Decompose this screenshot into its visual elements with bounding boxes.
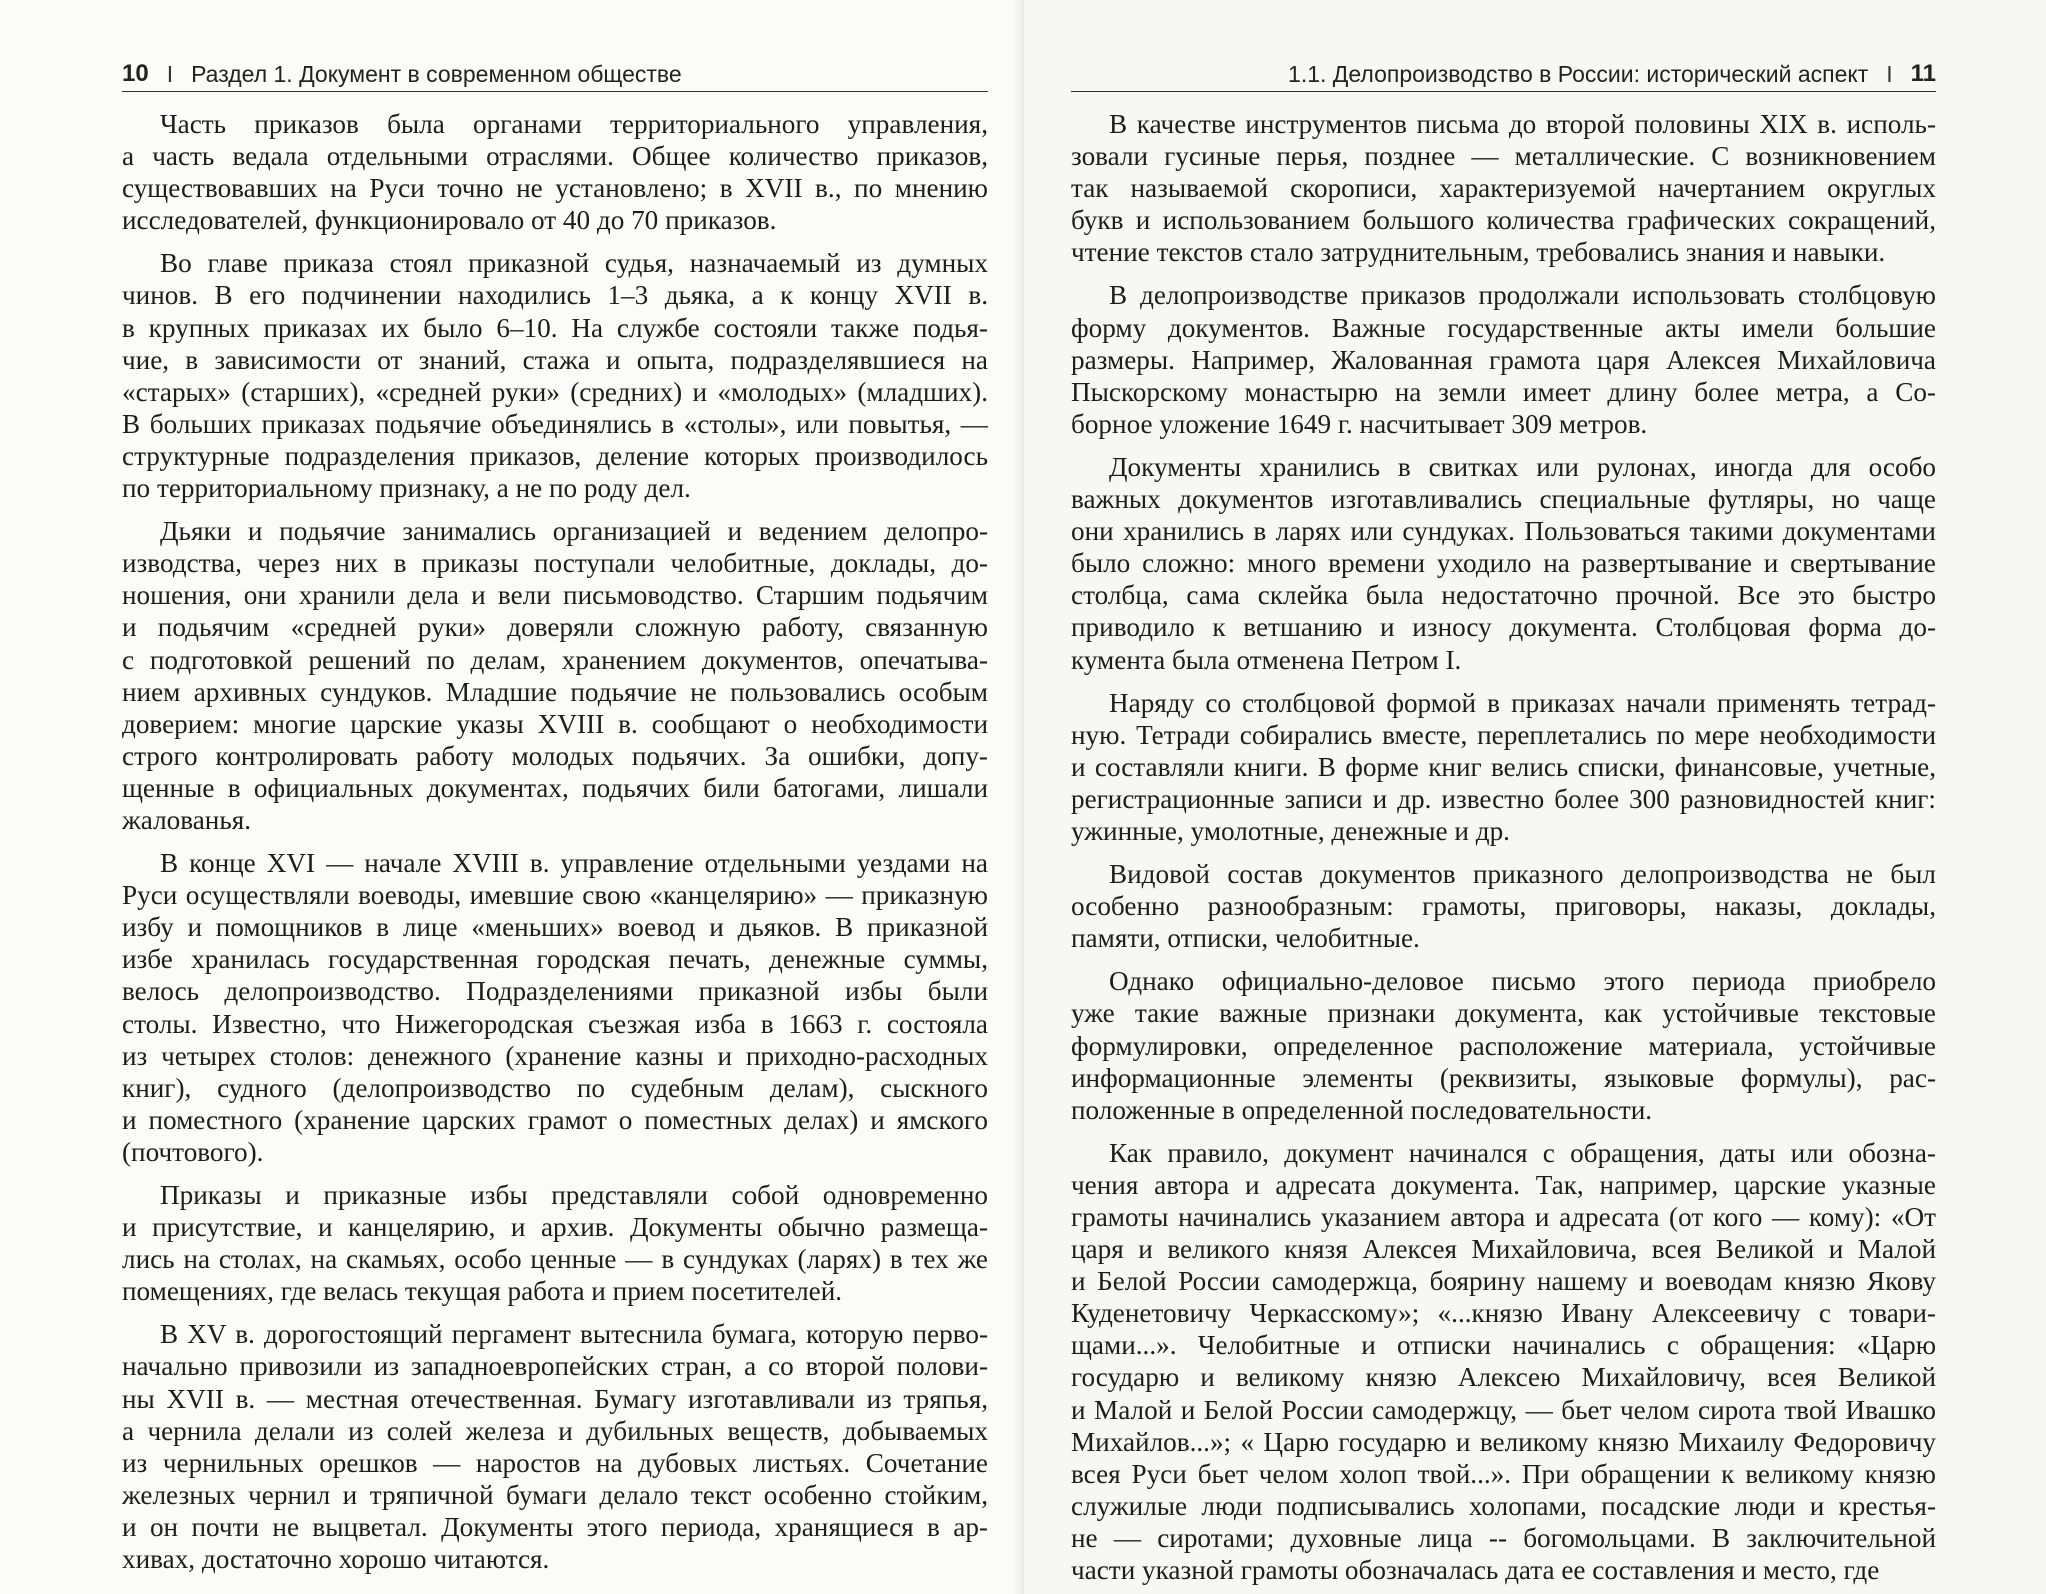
text-line: избу и помощников в лице «меньших» воевод и дьяков. В приказной	[122, 912, 988, 943]
paragraph-gap	[1071, 268, 1936, 279]
text-line: столы. Известно, что Нижегородская съезжая изба в 1663 г. состояла	[122, 1008, 988, 1039]
text-line: из четырех столов: денежного (хранение казны и приходно-расходных	[122, 1040, 988, 1071]
text-line: В качестве инструментов письма до второй половины XIX в. исполь-	[1109, 109, 1936, 139]
text-line: а чернила делали из солей железа и дубильных веществ, добываемых	[122, 1415, 988, 1446]
text-line: (почтового).	[122, 1136, 264, 1167]
text-line: и подьячим «средней руки» доверяли сложную работу, связанную	[122, 612, 988, 643]
right-header-rule	[1071, 91, 1936, 92]
text-line: информационные элементы (реквизиты, языковые формулы), рас-	[1071, 1062, 1936, 1093]
text-line: размеры. Например, Жалованная грамота царя Алексея Михайловича	[1071, 344, 1936, 375]
text-line: по территориальному признаку, а не по роду дел.	[122, 473, 691, 504]
text-line: строго контролировать работу молодых подьячих. За ошибки, допу-	[122, 740, 988, 771]
paragraph-gap	[122, 1307, 988, 1318]
text-line: уже такие важные признаки документа, как устойчивые текстовые	[1071, 998, 1936, 1029]
text-line: так называемой скорописи, характеризуемой начертанием округлых	[1071, 173, 1936, 204]
left-header-separator: I	[166, 60, 174, 87]
right-running-head	[1071, 56, 1936, 92]
text-line: букв и использованием большого количества графических сокращений,	[1071, 205, 1936, 236]
text-line: структурные подразделения приказов, деление которых производилось	[122, 440, 988, 471]
text-line: памяти, отписки, челобитные.	[1071, 923, 1420, 954]
text-line: форму документов. Важные государственные акты имели большие	[1071, 312, 1936, 343]
text-line: было сложно: много времени уходило на развертывание и свертывание	[1071, 548, 1936, 579]
text-line: жалованья.	[122, 804, 252, 835]
text-line: они хранились в ларях или сундуках. Пользоваться такими документами	[1071, 516, 1936, 547]
text-line: чения автора и адресата документа. Так, например, царские указные	[1071, 1169, 1936, 1200]
text-line: приводило к ветшанию и износу документа. Столбцовая форма до-	[1071, 612, 1936, 643]
paragraph-gap	[122, 1168, 988, 1179]
text-line: Михайлов...»; « Царю государю и великому князю Михаилу Федоровичу	[1071, 1426, 1936, 1457]
text-line: из чернильных орешков — наростов на дубовых листьях. Сочетание	[122, 1447, 988, 1478]
text-line: чие, в зависимости от знаний, стажа и опыта, подразделявшиеся на	[122, 344, 988, 375]
paragraph-gap	[1071, 440, 1936, 451]
text-line: Видовой состав документов приказного делопроизводства не был	[1109, 859, 1936, 890]
paragraph-gap	[1071, 954, 1936, 965]
text-line: особенно разнообразным: грамоты, приговоры, наказы, доклады,	[1071, 891, 1936, 922]
right-body-text	[1071, 108, 1936, 1586]
text-line: исследователей, функционировало от 40 до 70 приказов.	[122, 205, 777, 236]
text-line: зовали гусиные перья, позднее — металлические. С возникновением	[1071, 141, 1936, 172]
text-line: щенные в официальных документах, подьячих били батогами, лишали	[122, 772, 988, 803]
text-line: Пыскорскому монастырю на земли имеет длину более метра, а Со-	[1071, 376, 1936, 407]
text-line: начально привозили из западноевропейских стран, а со второй полови-	[122, 1351, 988, 1382]
right-page	[1024, 0, 2046, 1594]
text-line: важных документов изготавливались специальные футляры, но чаще	[1071, 484, 1936, 515]
text-line: Во главе приказа стоял приказной судья, назначаемый из думных	[160, 248, 988, 279]
text-line: чинов. В его подчинении находились 1–3 дьяка, а к концу XVII в.	[122, 280, 988, 311]
left-page-number: 10	[122, 60, 149, 87]
text-line: ную. Тетради собирались вместе, переплетались по мере необходимости	[1071, 719, 1936, 750]
text-line: В конце XVI — начале XVIII в. управление отдельными уездами на	[160, 848, 988, 879]
text-line: и составляли книги. В форме книг велись списки, финансовые, учетные,	[1071, 751, 1936, 782]
text-line: Руси осуществляли воеводы, имевшие свою «канцелярию» — приказную	[122, 880, 988, 911]
left-page	[0, 0, 1022, 1594]
left-running-head	[122, 56, 988, 92]
right-header-separator: I	[1886, 60, 1893, 87]
text-line: и он почти не выцветал. Документы этого периода, хранящиеся в ар-	[122, 1511, 988, 1542]
text-line: с подготовкой решений по делам, хранением документов, опечатыва-	[122, 644, 988, 675]
text-line: в крупных приказах их было 6–10. На службе состояли также подья-	[122, 312, 988, 343]
text-line: и Малой и Белой России самодержцу, — бьет челом сирота твой Ивашко	[1071, 1394, 1936, 1425]
text-line: а часть ведала отдельными отраслями. Общее количество приказов,	[122, 141, 988, 172]
text-line: государю и великому князю Алексею Михайловичу, всея Великой	[1071, 1362, 1936, 1393]
text-line: Приказы и приказные избы представляли собой одновременно	[160, 1180, 988, 1210]
text-line: и Белой России самодержца, боярину нашему и воеводам князю Якову	[1071, 1266, 1936, 1297]
text-line: существовавших на Руси точно не установлено; в XVII в., по мнению	[122, 173, 988, 204]
text-line: Документы хранились в свитках или рулонах, иногда для особо	[1109, 451, 1936, 482]
text-line: Куденетовичу Черкасскому»; «...князю Ивану Алексеевичу с товари-	[1071, 1298, 1936, 1329]
text-line: В делопроизводстве приказов продолжали использовать столбцовую	[1109, 280, 1936, 311]
text-line: не — сиротами; духовные лица -- богомольцами. В заключительной	[1071, 1522, 1936, 1553]
text-line: книг), судного (делопроизводство по судебным делам), сыскного	[122, 1072, 988, 1103]
text-line: В больших приказах подьячие объединялись в «столы», или повытья, —	[122, 408, 988, 439]
left-body-text	[122, 108, 988, 1575]
right-header-title: 1.1. Делопроизводство в России: исторический аспект	[1288, 60, 1869, 87]
left-header-rule	[122, 91, 988, 92]
text-line: лись на столах, на скамьях, особо ценные — в сундуках (ларях) в тех же	[122, 1244, 988, 1275]
text-line: щами...». Челобитные и отписки начинались с обращения: «Царю	[1071, 1330, 1936, 1361]
left-header-title: Раздел 1. Документ в современном обществе	[191, 60, 682, 87]
text-line: служилые люди подписывались холопами, посадские люди и крестья-	[1071, 1490, 1936, 1521]
text-line: Дьяки и подьячие занимались организацией и ведением делопро-	[160, 516, 988, 547]
text-line: положенные в определенной последовательности.	[1071, 1094, 1653, 1125]
text-line: борное уложение 1649 г. насчитывает 309 метров.	[1071, 408, 1648, 439]
text-line: и присутствие, и канцелярию, и архив. Документы обычно размеща-	[122, 1212, 988, 1243]
paragraph-gap	[122, 836, 988, 847]
text-line: грамоты начинались указанием автора и адресата (от кого — кому): «От	[1071, 1202, 1936, 1232]
text-line: ны XVII в. — местная отечественная. Бумагу изготавливали из тряпья,	[122, 1383, 988, 1414]
text-line: всея Руси бьет челом холоп твой...». При обращении к великому князю	[1071, 1458, 1936, 1489]
text-line: помещениях, где велась текущая работа и прием посетителей.	[122, 1276, 843, 1307]
right-page-number: 11	[1910, 60, 1936, 87]
paragraph-gap	[1071, 676, 1936, 687]
text-line: и поместного (хранение царских грамот о поместных делах) и ямского	[122, 1104, 988, 1135]
text-line: формулировки, определенное расположение материала, устойчивые	[1071, 1030, 1936, 1061]
text-line: хивах, достаточно хорошо читаются.	[122, 1544, 550, 1575]
text-line: Однако официально-деловое письмо этого периода приобрело	[1109, 966, 1936, 997]
text-line: избе хранилась государственная городская печать, денежные суммы,	[122, 944, 988, 975]
text-line: нием архивных сундуков. Младшие подьячие не пользовались особым	[122, 676, 988, 707]
text-line: регистрационные записи и др. известно более 300 разновидностей книг:	[1071, 783, 1936, 814]
text-line: изводства, через них в приказы поступали челобитные, доклады, до-	[122, 548, 988, 579]
text-line: доверием: многие царские указы XVIII в. сообщают о необходимости	[122, 708, 988, 739]
text-line: ужинные, умолотные, денежные и др.	[1071, 815, 1510, 846]
paragraph-gap	[1071, 847, 1936, 858]
text-line: кумента была отменена Петром I.	[1071, 644, 1462, 675]
text-line: части указной грамоты обозначалась дата ее составления и место, где	[1071, 1555, 1880, 1586]
text-line: Наряду со столбцовой формой в приказах начали применять тетрад-	[1109, 687, 1936, 718]
text-line: чтение текстов стало затруднительным, требовались знания и навыки.	[1071, 237, 1886, 268]
paragraph-gap	[122, 236, 988, 247]
text-line: железных чернил и тряпичной бумаги делало текст особенно стойким,	[122, 1479, 988, 1510]
text-line: Как правило, документ начинался с обращения, даты или обозна-	[1109, 1137, 1936, 1168]
text-line: велось делопроизводство. Подразделениями приказной избы были	[122, 976, 988, 1007]
text-line: столбца, сама склейка была недостаточно прочной. Все это быстро	[1071, 580, 1936, 611]
paragraph-gap	[122, 504, 988, 515]
text-line: В XV в. дорогостоящий пергамент вытеснила бумага, которую перво-	[160, 1319, 988, 1350]
text-line: Часть приказов была органами территориального управления,	[160, 109, 988, 139]
paragraph-gap	[1071, 1126, 1936, 1137]
text-line: ношения, они хранили дела и вели письмоводство. Старшим подьячим	[122, 580, 988, 611]
text-line: «старых» (старших), «средней руки» (средних) и «молодых» (младших).	[122, 376, 988, 407]
text-line: царя и великого князя Алексея Михайловича, всея Великой и Малой	[1071, 1234, 1936, 1265]
